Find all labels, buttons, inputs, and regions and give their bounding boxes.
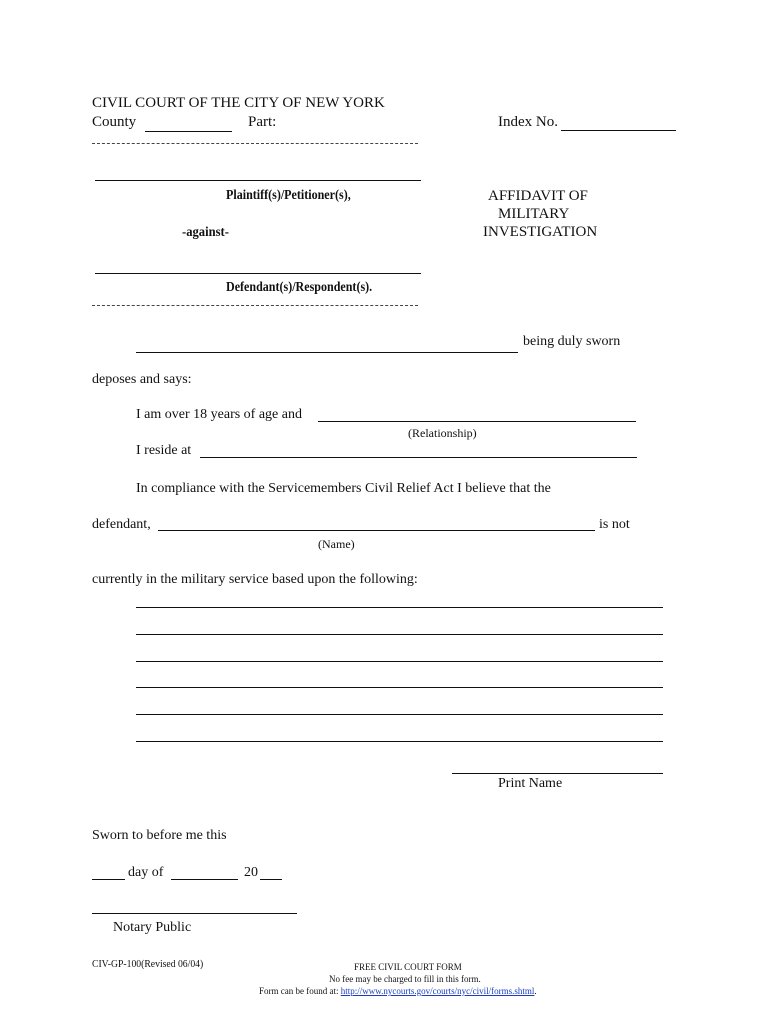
print-name-label: Print Name [498, 776, 563, 791]
defendant-name-input[interactable] [158, 530, 595, 531]
relationship-hint: (Relationship) [408, 426, 477, 440]
found-at-text: Form can be found at: [259, 986, 339, 996]
against-label: -against- [182, 225, 229, 240]
basis-line-2[interactable] [136, 634, 663, 635]
notary-signature-line[interactable] [92, 913, 297, 914]
month-field[interactable] [171, 879, 238, 880]
basis-line-5[interactable] [136, 714, 663, 715]
year-prefix: 20 [244, 865, 258, 880]
county-label: County [92, 114, 137, 130]
defendant-label: Defendant(s)/Respondent(s). [226, 280, 373, 295]
deposes-text: deposes and says: [92, 372, 192, 387]
sworn-text: being duly sworn [523, 334, 621, 349]
forms-url-link[interactable]: http://www.nycourts.gov/courts/nyc/civil/forms.shtml [340, 986, 535, 996]
caption-bottom-divider [92, 305, 418, 306]
plaintiff-name-field[interactable] [95, 180, 421, 181]
index-number-field[interactable] [561, 130, 676, 131]
year-field[interactable] [260, 879, 282, 880]
county-field[interactable] [145, 131, 232, 132]
residence-field[interactable] [200, 457, 637, 458]
age-text: I am over 18 years of age and [136, 407, 302, 422]
found-at-line [259, 986, 537, 996]
day-of-text: day of [128, 865, 164, 880]
defendant-name-field[interactable] [95, 273, 421, 274]
compliance-text: In compliance with the Servicemembers Civil Relief Act I believe that the [136, 481, 551, 496]
basis-line-4[interactable] [136, 687, 663, 688]
notary-label: Notary Public [113, 920, 192, 935]
caption-top-divider [92, 143, 418, 144]
sworn-before-text: Sworn to before me this [92, 828, 227, 843]
form-code: CIV-GP-100(Revised 06/04) [92, 958, 204, 970]
day-field[interactable] [92, 879, 125, 880]
no-fee-text: No fee may be charged to fill in this form. [329, 974, 481, 984]
title-line-3: INVESTIGATION [483, 224, 598, 240]
basis-line-1[interactable] [136, 607, 663, 608]
defendant-prefix: defendant, [92, 517, 151, 532]
index-label: Index No. [498, 114, 558, 130]
title-line-2: MILITARY [498, 206, 570, 222]
reside-text: I reside at [136, 443, 192, 458]
name-hint: (Name) [318, 537, 355, 551]
is-not-text: is not [599, 517, 630, 532]
relationship-field[interactable] [318, 421, 636, 422]
part-label: Part: [248, 114, 277, 130]
basis-line-3[interactable] [136, 661, 663, 662]
military-text: currently in the military service based upon the following: [92, 572, 418, 587]
url-end: . [534, 986, 537, 996]
title-line-1: AFFIDAVIT OF [488, 188, 588, 204]
deponent-name-field[interactable] [136, 352, 518, 353]
signature-line[interactable] [452, 773, 663, 774]
plaintiff-label: Plaintiff(s)/Petitioner(s), [226, 188, 351, 203]
free-form-text: FREE CIVIL COURT FORM [354, 962, 462, 972]
court-name: CIVIL COURT OF THE CITY OF NEW YORK [92, 95, 385, 111]
basis-line-6[interactable] [136, 741, 663, 742]
